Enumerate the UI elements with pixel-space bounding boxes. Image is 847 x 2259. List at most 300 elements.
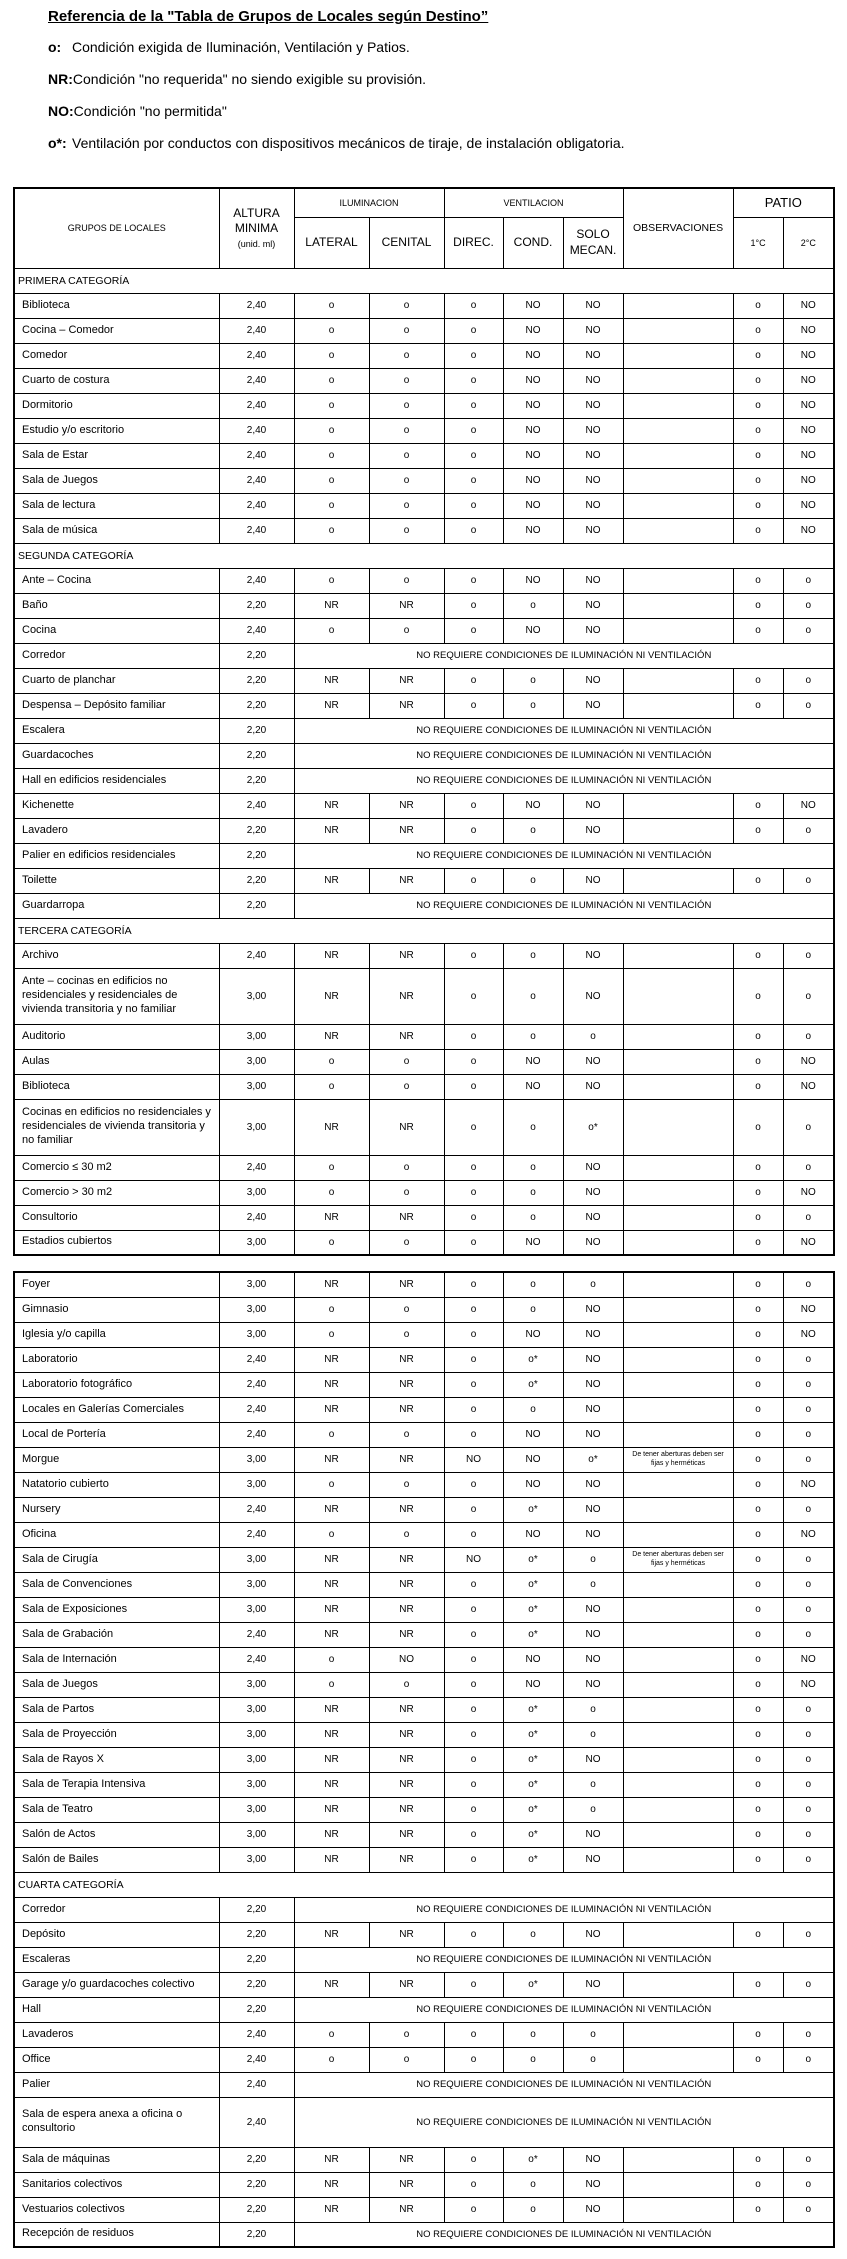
- cenital-cell: NR: [369, 868, 444, 893]
- observaciones-cell: [623, 2147, 733, 2172]
- patio-2c-cell: o: [783, 1272, 834, 1297]
- local-name-cell: Ante – Cocina: [14, 568, 219, 593]
- table-row: [14, 1472, 834, 1497]
- table-row: [14, 1497, 834, 1522]
- observaciones-cell: [623, 1697, 733, 1722]
- direc-cell: o: [444, 1497, 503, 1522]
- patio-1c-cell: o: [733, 1797, 783, 1822]
- header-grupos-de-locales: GRUPOS DE LOCALES: [14, 188, 219, 268]
- solo-mecan-cell: NO: [563, 468, 623, 493]
- lateral-cell: NR: [294, 1024, 369, 1049]
- solo-mecan-cell: NO: [563, 818, 623, 843]
- table-row: [14, 793, 834, 818]
- table-row: [14, 968, 834, 1024]
- cenital-cell: NR: [369, 1024, 444, 1049]
- legend-symbol: NR:: [48, 71, 73, 87]
- cenital-cell: o: [369, 418, 444, 443]
- patio-2c-cell: o: [783, 618, 834, 643]
- patio-1c-cell: o: [733, 1099, 783, 1155]
- patio-1c-cell: o: [733, 618, 783, 643]
- cenital-cell: o: [369, 1672, 444, 1697]
- direc-cell: o: [444, 343, 503, 368]
- direc-cell: o: [444, 1155, 503, 1180]
- category-label: SEGUNDA CATEGORÍA: [14, 543, 834, 568]
- altura-minima-cell: 2,20: [219, 2172, 294, 2197]
- altura-minima-cell: 3,00: [219, 1272, 294, 1297]
- altura-minima-cell: 2,20: [219, 1922, 294, 1947]
- table-row: [14, 1672, 834, 1697]
- category-label: TERCERA CATEGORÍA: [14, 918, 834, 943]
- grupos-de-locales-table-2: [13, 1271, 835, 2248]
- table-row: [14, 1180, 834, 1205]
- local-name-cell: Sala de Grabación: [14, 1622, 219, 1647]
- solo-mecan-cell: o: [563, 1024, 623, 1049]
- patio-2c-cell: o: [783, 1447, 834, 1472]
- lateral-cell: NR: [294, 1797, 369, 1822]
- lateral-cell: NR: [294, 2172, 369, 2197]
- header-direc: DIREC.: [444, 217, 503, 268]
- lateral-cell: NR: [294, 693, 369, 718]
- patio-2c-cell: NO: [783, 1647, 834, 1672]
- cenital-cell: NR: [369, 1972, 444, 1997]
- solo-mecan-cell: NO: [563, 1297, 623, 1322]
- altura-minima-cell: 2,40: [219, 1372, 294, 1397]
- observaciones-cell: [623, 1747, 733, 1772]
- altura-minima-cell: 2,40: [219, 1522, 294, 1547]
- observaciones-cell: [623, 368, 733, 393]
- cenital-cell: o: [369, 2047, 444, 2072]
- lateral-cell: o: [294, 1155, 369, 1180]
- altura-minima-cell: 3,00: [219, 1447, 294, 1472]
- patio-1c-cell: o: [733, 968, 783, 1024]
- table-row: [14, 593, 834, 618]
- local-name-cell: Kichenette: [14, 793, 219, 818]
- cond-cell: NO: [503, 368, 563, 393]
- direc-cell: o: [444, 1205, 503, 1230]
- patio-2c-cell: o: [783, 693, 834, 718]
- solo-mecan-cell: NO: [563, 868, 623, 893]
- local-name-cell: Salón de Actos: [14, 1822, 219, 1847]
- altura-minima-cell: 2,40: [219, 1497, 294, 1522]
- cond-cell: o*: [503, 1372, 563, 1397]
- solo-mecan-cell: NO: [563, 1049, 623, 1074]
- observaciones-cell: [623, 1322, 733, 1347]
- solo-mecan-cell: NO: [563, 618, 623, 643]
- table-row: [14, 2222, 834, 2247]
- altura-minima-cell: 3,00: [219, 1099, 294, 1155]
- table-row: [14, 1297, 834, 1322]
- altura-minima-cell: 2,20: [219, 643, 294, 668]
- lateral-cell: o: [294, 618, 369, 643]
- table-row: [14, 1697, 834, 1722]
- local-name-cell: Sala de Teatro: [14, 1797, 219, 1822]
- altura-minima-cell: 3,00: [219, 1597, 294, 1622]
- patio-1c-cell: o: [733, 493, 783, 518]
- patio-2c-cell: o: [783, 1797, 834, 1822]
- patio-2c-cell: o: [783, 1205, 834, 1230]
- cond-cell: NO: [503, 518, 563, 543]
- solo-mecan-cell: NO: [563, 943, 623, 968]
- observaciones-cell: [623, 1099, 733, 1155]
- altura-minima-cell: 2,40: [219, 293, 294, 318]
- cenital-cell: o: [369, 368, 444, 393]
- solo-mecan-cell: NO: [563, 1497, 623, 1522]
- observaciones-cell: [623, 493, 733, 518]
- table-row: [14, 368, 834, 393]
- table-row: [14, 343, 834, 368]
- lateral-cell: NR: [294, 1497, 369, 1522]
- solo-mecan-cell: NO: [563, 1322, 623, 1347]
- observaciones-cell: [623, 1180, 733, 1205]
- lateral-cell: NR: [294, 1099, 369, 1155]
- direc-cell: NO: [444, 1547, 503, 1572]
- lateral-cell: NR: [294, 2147, 369, 2172]
- table-row: [14, 743, 834, 768]
- cond-cell: o*: [503, 1797, 563, 1822]
- cond-cell: NO: [503, 1230, 563, 1255]
- local-name-cell: Laboratorio fotográfico: [14, 1372, 219, 1397]
- direc-cell: o: [444, 393, 503, 418]
- observaciones-cell: [623, 1672, 733, 1697]
- patio-1c-cell: o: [733, 1347, 783, 1372]
- patio-1c-cell: o: [733, 818, 783, 843]
- cenital-cell: NR: [369, 693, 444, 718]
- lateral-cell: o: [294, 1297, 369, 1322]
- local-name-cell: Iglesia y/o capilla: [14, 1322, 219, 1347]
- cond-cell: o*: [503, 1572, 563, 1597]
- header-patio: PATIO: [733, 188, 834, 217]
- solo-mecan-cell: NO: [563, 493, 623, 518]
- table-row: [14, 1922, 834, 1947]
- patio-2c-cell: o: [783, 2197, 834, 2222]
- altura-minima-cell: 3,00: [219, 1472, 294, 1497]
- direc-cell: o: [444, 793, 503, 818]
- patio-1c-cell: o: [733, 1847, 783, 1872]
- patio-1c-cell: o: [733, 2022, 783, 2047]
- cenital-cell: NR: [369, 1722, 444, 1747]
- local-name-cell: Local de Portería: [14, 1422, 219, 1447]
- cenital-cell: o: [369, 2022, 444, 2047]
- table-row: [14, 1972, 834, 1997]
- cenital-cell: o: [369, 443, 444, 468]
- table-row: [14, 1822, 834, 1847]
- table-row: [14, 1272, 834, 1297]
- observaciones-cell: [623, 293, 733, 318]
- cenital-cell: NR: [369, 1572, 444, 1597]
- local-name-cell: Sala de Proyección: [14, 1722, 219, 1747]
- observaciones-cell: De tener aberturas deben ser fijas y herméticas: [623, 1547, 733, 1572]
- direc-cell: o: [444, 1772, 503, 1797]
- patio-1c-cell: o: [733, 668, 783, 693]
- patio-2c-cell: o: [783, 1372, 834, 1397]
- lateral-cell: NR: [294, 1697, 369, 1722]
- direc-cell: o: [444, 1522, 503, 1547]
- patio-2c-cell: o: [783, 2022, 834, 2047]
- no-requiere-span-cell: NO REQUIERE CONDICIONES DE ILUMINACIÓN NI VENTILACIÓN: [294, 718, 834, 743]
- cond-cell: o: [503, 1155, 563, 1180]
- patio-1c-cell: o: [733, 1272, 783, 1297]
- altura-minima-cell: 2,40: [219, 1155, 294, 1180]
- patio-1c-cell: o: [733, 1972, 783, 1997]
- local-name-cell: Palier: [14, 2072, 219, 2097]
- cond-cell: o*: [503, 1547, 563, 1572]
- altura-minima-cell: 2,40: [219, 943, 294, 968]
- solo-mecan-cell: o: [563, 1797, 623, 1822]
- local-name-cell: Sala de Cirugía: [14, 1547, 219, 1572]
- lateral-cell: NR: [294, 1722, 369, 1747]
- direc-cell: o: [444, 518, 503, 543]
- observaciones-cell: [623, 418, 733, 443]
- direc-cell: o: [444, 368, 503, 393]
- direc-cell: o: [444, 418, 503, 443]
- no-requiere-span-cell: NO REQUIERE CONDICIONES DE ILUMINACIÓN NI VENTILACIÓN: [294, 768, 834, 793]
- lateral-cell: NR: [294, 1622, 369, 1647]
- altura-minima-cell: 2,40: [219, 318, 294, 343]
- patio-1c-cell: o: [733, 793, 783, 818]
- direc-cell: o: [444, 1597, 503, 1622]
- lateral-cell: o: [294, 2047, 369, 2072]
- altura-minima-cell: 2,20: [219, 1972, 294, 1997]
- altura-minima-cell: 3,00: [219, 1230, 294, 1255]
- patio-1c-cell: o: [733, 1522, 783, 1547]
- local-name-cell: Vestuarios colectivos: [14, 2197, 219, 2222]
- altura-minima-cell: 2,40: [219, 1347, 294, 1372]
- table-page-gap: [0, 1256, 847, 1271]
- cenital-cell: NR: [369, 968, 444, 1024]
- direc-cell: o: [444, 1397, 503, 1422]
- observaciones-cell: [623, 1205, 733, 1230]
- direc-cell: o: [444, 618, 503, 643]
- observaciones-cell: [623, 2172, 733, 2197]
- altura-minima-cell: 2,20: [219, 843, 294, 868]
- observaciones-cell: [623, 393, 733, 418]
- patio-1c-cell: o: [733, 1722, 783, 1747]
- table-row: [14, 1372, 834, 1397]
- observaciones-cell: [623, 1647, 733, 1672]
- direc-cell: o: [444, 1722, 503, 1747]
- cenital-cell: NR: [369, 1922, 444, 1947]
- altura-minima-cell: 2,20: [219, 768, 294, 793]
- observaciones-cell: [623, 1497, 733, 1522]
- patio-1c-cell: o: [733, 1697, 783, 1722]
- patio-2c-cell: o: [783, 1597, 834, 1622]
- direc-cell: o: [444, 1024, 503, 1049]
- header-solo-mecan: SOLO MECAN.: [563, 217, 623, 268]
- cenital-cell: o: [369, 1230, 444, 1255]
- altura-minima-cell: 2,20: [219, 1947, 294, 1972]
- patio-2c-cell: o: [783, 668, 834, 693]
- local-name-cell: Biblioteca: [14, 293, 219, 318]
- altura-minima-cell: 3,00: [219, 1572, 294, 1597]
- direc-cell: o: [444, 2147, 503, 2172]
- cenital-cell: NO: [369, 1647, 444, 1672]
- altura-minima-cell: 3,00: [219, 1772, 294, 1797]
- observaciones-cell: [623, 943, 733, 968]
- lateral-cell: NR: [294, 593, 369, 618]
- patio-1c-cell: o: [733, 318, 783, 343]
- header-cond: COND.: [503, 217, 563, 268]
- observaciones-cell: [623, 1397, 733, 1422]
- altura-minima-cell: 2,20: [219, 743, 294, 768]
- cenital-cell: NR: [369, 1347, 444, 1372]
- patio-1c-cell: o: [733, 693, 783, 718]
- legend-item: [48, 69, 847, 89]
- altura-minima-cell: 3,00: [219, 968, 294, 1024]
- cond-cell: NO: [503, 393, 563, 418]
- cond-cell: o: [503, 2022, 563, 2047]
- local-name-cell: Dormitorio: [14, 393, 219, 418]
- local-name-cell: Cuarto de costura: [14, 368, 219, 393]
- observaciones-cell: [623, 2197, 733, 2222]
- altura-minima-cell: 2,20: [219, 593, 294, 618]
- observaciones-cell: [623, 1772, 733, 1797]
- lateral-cell: o: [294, 568, 369, 593]
- solo-mecan-cell: NO: [563, 2147, 623, 2172]
- legend-text: Condición exigida de Iluminación, Ventilación y Patios.: [72, 39, 410, 55]
- direc-cell: o: [444, 1922, 503, 1947]
- patio-1c-cell: o: [733, 1372, 783, 1397]
- table-row: [14, 1622, 834, 1647]
- patio-1c-cell: o: [733, 418, 783, 443]
- local-name-cell: Sala de Rayos X: [14, 1747, 219, 1772]
- lateral-cell: NR: [294, 1772, 369, 1797]
- observaciones-cell: [623, 1297, 733, 1322]
- table-row: [14, 1347, 834, 1372]
- table-row: [14, 718, 834, 743]
- cond-cell: NO: [503, 493, 563, 518]
- direc-cell: o: [444, 1049, 503, 1074]
- direc-cell: o: [444, 868, 503, 893]
- category-row: [14, 543, 834, 568]
- cenital-cell: NR: [369, 2197, 444, 2222]
- patio-1c-cell: o: [733, 1155, 783, 1180]
- patio-1c-cell: o: [733, 1597, 783, 1622]
- patio-2c-cell: NO: [783, 1672, 834, 1697]
- header-iluminacion: ILUMINACION: [294, 188, 444, 217]
- table-row: [14, 1099, 834, 1155]
- altura-minima-cell: 2,40: [219, 1205, 294, 1230]
- solo-mecan-cell: NO: [563, 318, 623, 343]
- cenital-cell: o: [369, 618, 444, 643]
- altura-minima-cell: 2,20: [219, 2147, 294, 2172]
- direc-cell: o: [444, 693, 503, 718]
- observaciones-cell: [623, 1797, 733, 1822]
- solo-mecan-cell: o*: [563, 1447, 623, 1472]
- observaciones-cell: [623, 1230, 733, 1255]
- direc-cell: NO: [444, 1447, 503, 1472]
- lateral-cell: NR: [294, 1572, 369, 1597]
- table-row: [14, 1772, 834, 1797]
- cenital-cell: NR: [369, 1272, 444, 1297]
- cond-cell: o*: [503, 1347, 563, 1372]
- solo-mecan-cell: NO: [563, 1597, 623, 1622]
- local-name-cell: Ante – cocinas en edificios no residenciales y residenciales de vivienda transitoria y no familiar: [14, 968, 219, 1024]
- cenital-cell: NR: [369, 1847, 444, 1872]
- observaciones-cell: [623, 1622, 733, 1647]
- table-row: [14, 893, 834, 918]
- patio-2c-cell: o: [783, 1772, 834, 1797]
- cenital-cell: NR: [369, 1622, 444, 1647]
- table-row: [14, 1647, 834, 1672]
- cond-cell: o: [503, 868, 563, 893]
- altura-minima-cell: 2,20: [219, 1897, 294, 1922]
- cenital-cell: NR: [369, 1822, 444, 1847]
- solo-mecan-cell: NO: [563, 1922, 623, 1947]
- lateral-cell: o: [294, 443, 369, 468]
- cond-cell: NO: [503, 1049, 563, 1074]
- solo-mecan-cell: o: [563, 1697, 623, 1722]
- patio-2c-cell: NO: [783, 1230, 834, 1255]
- altura-minima-cell: 2,40: [219, 518, 294, 543]
- altura-minima-cell: 3,00: [219, 1049, 294, 1074]
- observaciones-cell: [623, 1024, 733, 1049]
- observaciones-cell: [623, 618, 733, 643]
- patio-2c-cell: o: [783, 2047, 834, 2072]
- direc-cell: o: [444, 1747, 503, 1772]
- lateral-cell: NR: [294, 1822, 369, 1847]
- observaciones-cell: [623, 693, 733, 718]
- altura-minima-cell: 2,20: [219, 818, 294, 843]
- cond-cell: NO: [503, 1647, 563, 1672]
- patio-1c-cell: o: [733, 443, 783, 468]
- category-label: CUARTA CATEGORÍA: [14, 1872, 834, 1897]
- cenital-cell: o: [369, 1297, 444, 1322]
- patio-2c-cell: o: [783, 1572, 834, 1597]
- observaciones-cell: [623, 2047, 733, 2072]
- direc-cell: o: [444, 2047, 503, 2072]
- observaciones-cell: [623, 443, 733, 468]
- solo-mecan-cell: NO: [563, 1822, 623, 1847]
- local-name-cell: Estadios cubiertos: [14, 1230, 219, 1255]
- observaciones-cell: [623, 668, 733, 693]
- altura-minima-cell: 2,40: [219, 2097, 294, 2147]
- table-row: [14, 393, 834, 418]
- patio-1c-cell: o: [733, 393, 783, 418]
- solo-mecan-cell: o: [563, 1722, 623, 1747]
- table-row: [14, 2022, 834, 2047]
- legend-block: [0, 0, 847, 153]
- direc-cell: o: [444, 2172, 503, 2197]
- cenital-cell: o: [369, 1155, 444, 1180]
- table-row: [14, 1397, 834, 1422]
- altura-minima-cell: 3,00: [219, 1074, 294, 1099]
- table-row: [14, 1747, 834, 1772]
- patio-1c-cell: o: [733, 1922, 783, 1947]
- cond-cell: NO: [503, 1522, 563, 1547]
- table-row: [14, 568, 834, 593]
- cond-cell: o: [503, 1922, 563, 1947]
- cond-cell: o*: [503, 1972, 563, 1997]
- observaciones-cell: [623, 968, 733, 1024]
- observaciones-cell: [623, 568, 733, 593]
- table-row: [14, 843, 834, 868]
- cenital-cell: o: [369, 468, 444, 493]
- cenital-cell: o: [369, 568, 444, 593]
- solo-mecan-cell: o: [563, 1547, 623, 1572]
- patio-1c-cell: o: [733, 1472, 783, 1497]
- patio-1c-cell: o: [733, 1747, 783, 1772]
- patio-2c-cell: o: [783, 1747, 834, 1772]
- cond-cell: NO: [503, 1322, 563, 1347]
- lateral-cell: o: [294, 1472, 369, 1497]
- local-name-cell: Lavadero: [14, 818, 219, 843]
- direc-cell: o: [444, 568, 503, 593]
- lateral-cell: o: [294, 1049, 369, 1074]
- table-row: [14, 2072, 834, 2097]
- local-name-cell: Despensa – Depósito familiar: [14, 693, 219, 718]
- patio-1c-cell: o: [733, 1422, 783, 1447]
- table-row: [14, 1024, 834, 1049]
